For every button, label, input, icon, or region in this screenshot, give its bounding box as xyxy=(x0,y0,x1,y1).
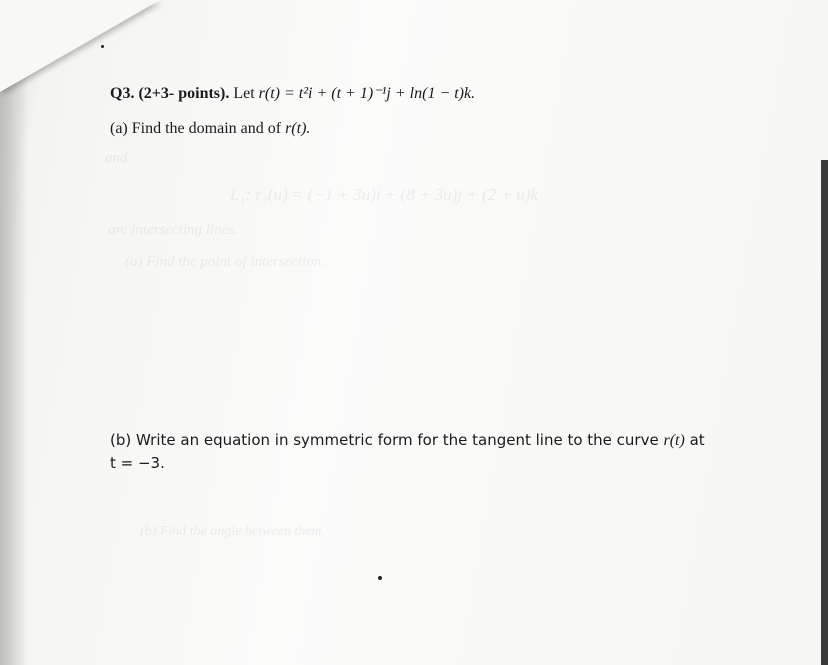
part-a-text: Find the domain and of xyxy=(131,120,282,137)
page-shadow xyxy=(0,0,28,665)
part-b-point: t = −3. xyxy=(110,454,165,472)
ink-speck xyxy=(378,576,382,580)
part-b xyxy=(110,429,730,475)
bleed-through-line-1: L₁: r₁(u) = (−1 + 3u)i + (8 + 3u)j + (2 + u)k xyxy=(230,185,538,204)
part-a-label: (a) xyxy=(110,120,128,137)
question-formula: r(t) = t²i + (t + 1)⁻¹j + ln(1 − t)k. xyxy=(258,85,476,102)
question-line xyxy=(110,83,475,103)
part-a xyxy=(110,120,310,138)
bleed-through-line-4: and xyxy=(105,150,128,166)
bleed-through-line-3: (a) Find the point of intersection. xyxy=(125,254,325,270)
bleed-through-line-2: are intersecting lines. xyxy=(108,222,238,238)
part-b-text: Write an equation in symmetric form for the tangent line to the curve xyxy=(136,431,659,449)
part-b-label: (b) xyxy=(110,431,132,449)
part-b-expr: r(t) xyxy=(663,432,685,449)
bleed-through-line-5: (b) Find the angle between them. xyxy=(140,524,326,539)
folded-corner xyxy=(0,0,160,92)
ink-speck xyxy=(101,45,104,48)
question-label: Q3. (2+3- points). xyxy=(110,85,230,102)
page-edge xyxy=(821,160,828,665)
part-a-expr: r(t). xyxy=(285,120,311,137)
part-b-tail: at xyxy=(689,431,705,449)
question-intro: Let xyxy=(233,85,255,102)
